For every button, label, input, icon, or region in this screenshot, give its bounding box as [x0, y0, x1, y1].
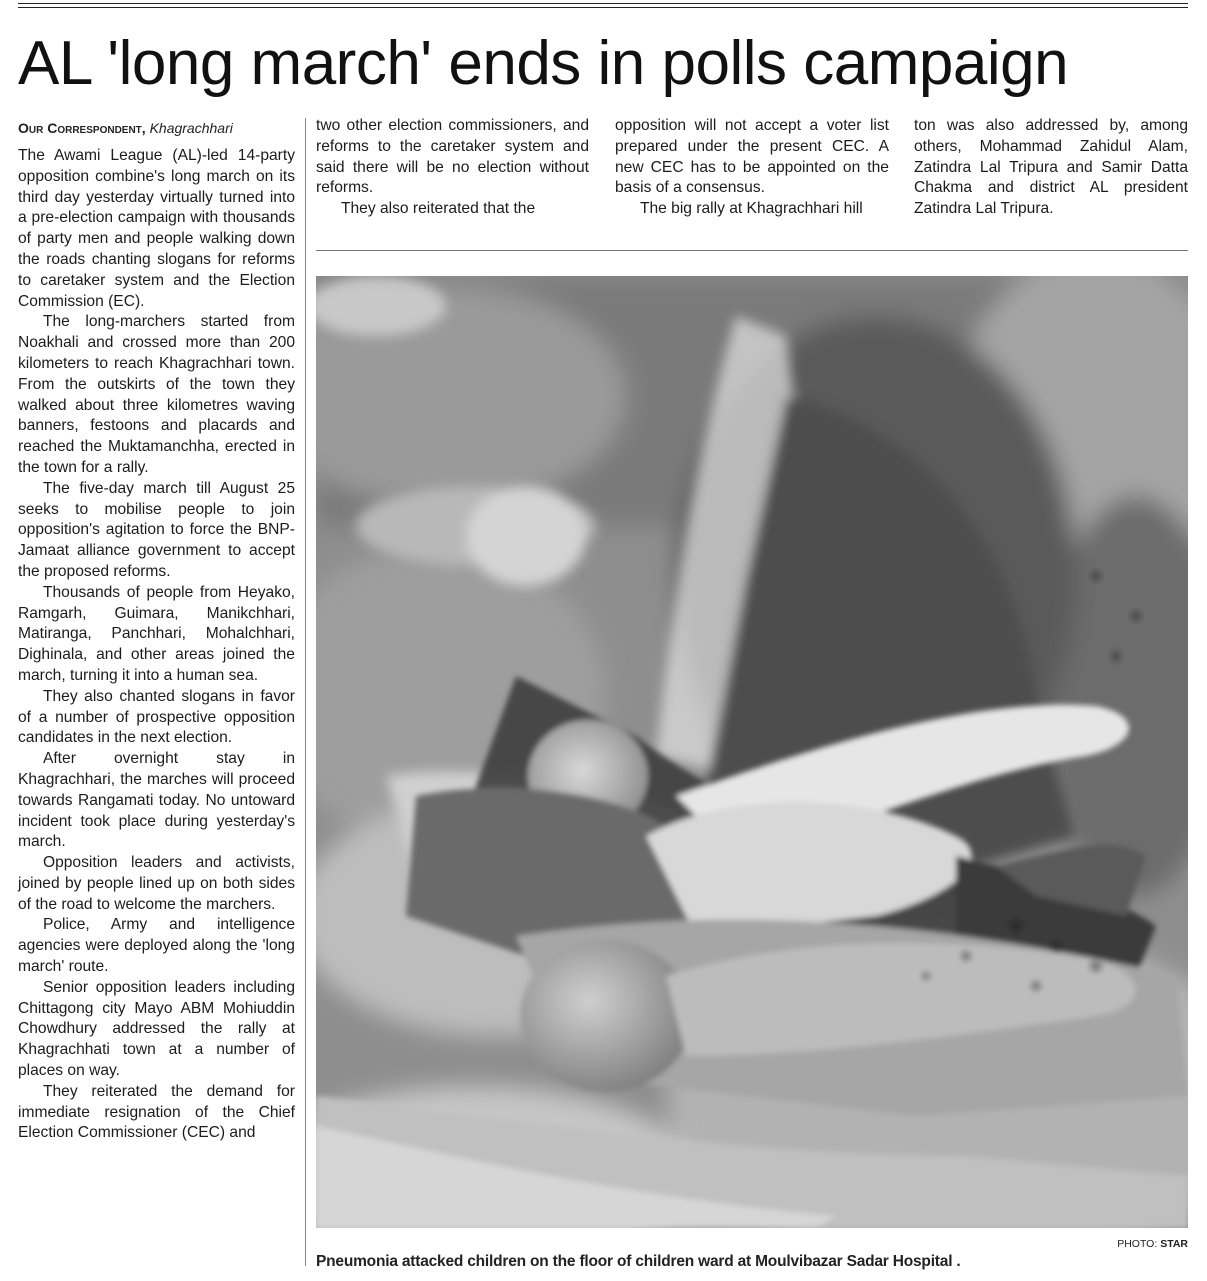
- byline: [18, 118, 295, 138]
- byline-author: Our Correspondent,: [18, 120, 146, 136]
- article-column-2: [316, 116, 589, 220]
- paragraph: After overnight stay in Khagrachhari, the marches will proceed towards Rangamati today. No untoward incident took place during yesterday's march.: [18, 750, 295, 851]
- column-divider: [305, 118, 306, 1266]
- headline: AL 'long march' ends in polls campaign: [18, 29, 1069, 98]
- paragraph: The five-day march till August 25 seeks to mobilise people to join opposition's agitation to force the BNP-Jamaat alliance government to accept the proposed reforms.: [18, 479, 295, 580]
- photo-credit-source: STAR: [1160, 1238, 1188, 1250]
- paragraph: They reiterated the demand for immediate resignation of the Chief Election Commissioner (CEC) and: [18, 1082, 295, 1142]
- section-divider: [316, 250, 1188, 251]
- photo-credit-label: PHOTO:: [1117, 1238, 1158, 1250]
- byline-place: Khagrachhari: [149, 120, 233, 136]
- top-rule: [18, 3, 1188, 8]
- article-column-4: [914, 116, 1188, 220]
- photo-caption: Pneumonia attacked children on the floor of children ward at Moulvibazar Sadar Hospital .: [316, 1253, 961, 1270]
- paragraph: ton was also addressed by, among others, Mohammad Zahidul Alam, Zatindra Lal Tripura and Samir Datta Chakma and district AL president Zatindra Lal Tripura.: [914, 117, 1188, 218]
- paragraph: Senior opposition leaders including Chittagong city Mayo ABM Mohiuddin Chowdhury addressed the rally at Khagrachhati town at a number of places on way.: [18, 978, 295, 1080]
- article-column-3: [615, 116, 889, 220]
- paragraph: The long-marchers started from Noakhali and crossed more than 200 kilometers to reach Khagrachhari town. From the outskirts of the town they walked about three kilometres waving banners, festoons and placards and reached the Muktamanchha, erected in the town for a rally.: [18, 313, 295, 476]
- paragraph: They also reiterated that the: [340, 200, 536, 218]
- photo-credit: [1060, 1237, 1188, 1251]
- paragraph: The Awami League (AL)-led 14-party opposition combine's long march on its third day yesterday virtually turned into a pre-election campaign with thousands of party men and people walking down the roads chanting slogans for reforms to caretaker system and the Election Commission (EC).: [18, 147, 295, 310]
- paragraph: opposition will not accept a voter list prepared under the present CEC. A new CEC has to be appointed on the basis of a consensus.: [615, 117, 889, 197]
- paragraph: Opposition leaders and activists, joined by people lined up on both sides of the road to welcome the marchers.: [18, 854, 295, 913]
- paragraph: The big rally at Khagrachhari hill: [639, 200, 863, 218]
- paragraph: They also chanted slogans in favor of a number of prospective opposition candidates in the next election.: [18, 687, 295, 747]
- paragraph: two other election commissioners, and reforms to the caretaker system and said there will be no election without reforms.: [316, 117, 589, 197]
- photo-illustration: [316, 276, 1188, 1228]
- paragraph: Thousands of people from Heyako, Ramgarh, Guimara, Manikchhari, Matiranga, Panchhari, Mohalchhari, Dighinala, and other areas joined the march, turning it into a human sea.: [18, 583, 295, 684]
- news-photo: [316, 276, 1188, 1228]
- paragraph: Police, Army and intelligence agencies were deployed along the 'long march' route.: [18, 916, 295, 976]
- article-column-1: [18, 118, 295, 1144]
